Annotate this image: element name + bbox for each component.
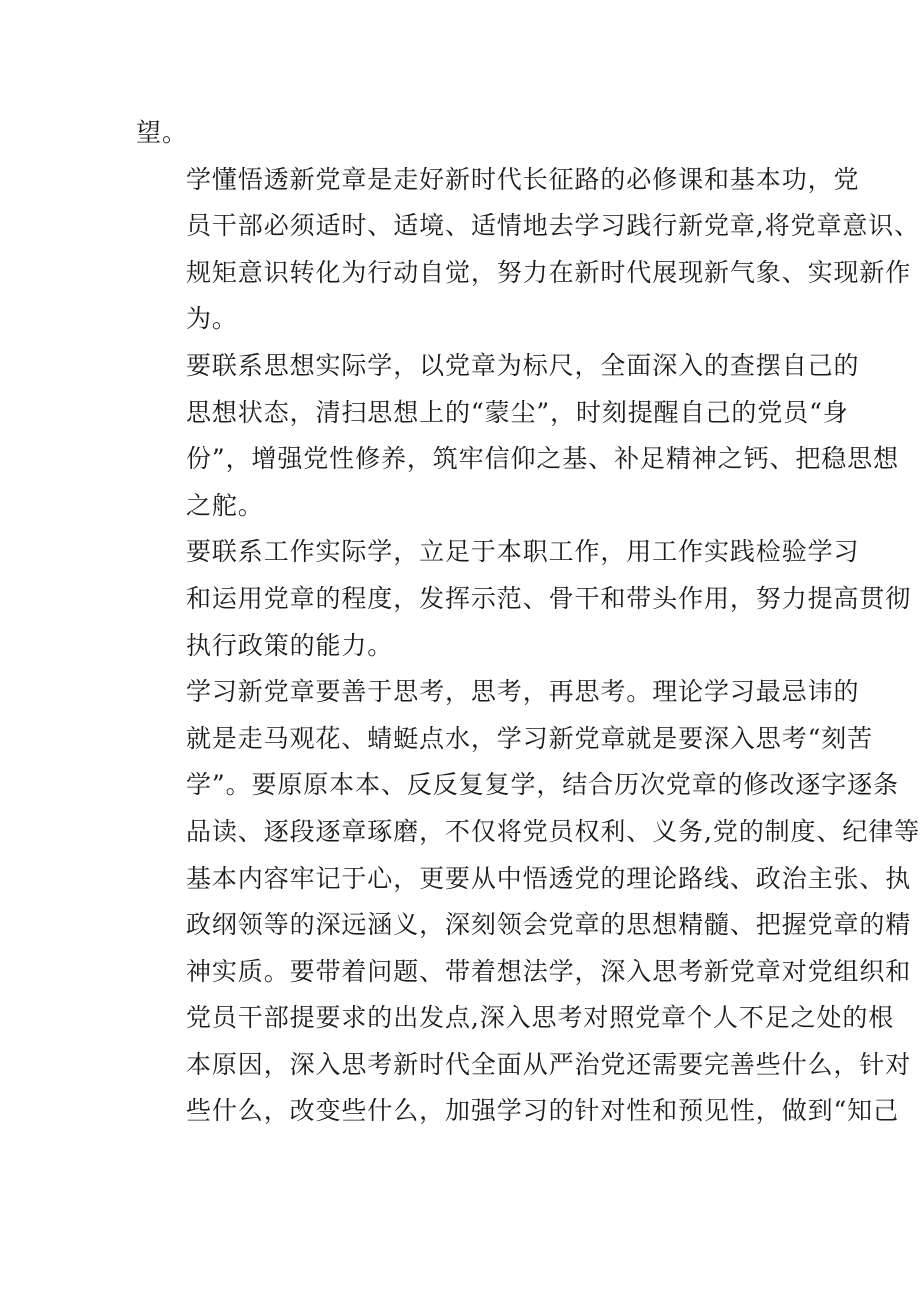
paragraph-ideological-practice	[136, 343, 899, 529]
text-line: 为。	[186, 304, 238, 334]
text-line: 本原因，深入思考新时代全面从严治党还需要完善些什么，针对	[186, 1049, 912, 1079]
text-line: 员干部必须适时、适境、适情地去学习践行新党章,将党章意识、	[186, 211, 920, 241]
text-line: 些什么，改变些什么，加强学习的针对性和预见性，做到“知己	[186, 1096, 899, 1126]
text-line: 要联系思想实际学，以党章为标尺，全面深入的查摆自己的	[186, 350, 860, 380]
text-line: 和运用党章的程度，发挥示范、骨干和带头作用，努力提高贯彻	[186, 583, 912, 613]
text-line: 就是走马观花、蜻蜓点水，学习新党章就是要深入思考“刻苦	[186, 723, 874, 753]
text-line: 学懂悟透新党章是走好新时代长征路的必修课和基本功，党	[186, 164, 860, 194]
text-line: 规矩意识转化为行动自觉，努力在新时代展现新气象、实现新作	[186, 257, 912, 287]
paragraph-work-practice	[136, 529, 912, 669]
text-line: 思想状态，清扫思想上的“蒙尘”，时刻提醒自己的党员“身	[186, 397, 849, 427]
text-line: 执行政策的能力。	[186, 630, 394, 660]
text-line: 品读、逐段逐章琢磨，不仅将党员权利、义务,党的制度、纪律等	[186, 816, 920, 846]
text-line: 神实质。要带着问题、带着想法学，深入思考新党章对党组织和	[186, 956, 912, 986]
text-line: 学”。要原原本本、反反复复学，结合历次党章的修改逐字逐条	[186, 770, 899, 800]
paragraph-study-new-charter	[136, 157, 920, 343]
text-line: 党员干部提要求的出发点,深入思考对照党章个人不足之处的根	[186, 1003, 895, 1033]
text-line: 政纲领等的深远涵义，深刻领会党章的思想精髓、把握党章的精	[186, 910, 912, 940]
text-line: 学习新党章要善于思考，思考，再思考。理论学习最忌讳的	[186, 677, 860, 707]
text-line: 基本内容牢记于心，更要从中悟透党的理论路线、政治主张、执	[186, 863, 912, 893]
text-line: 之舵。	[186, 490, 264, 520]
paragraph-continuation	[136, 110, 792, 157]
text-line: 份”，增强党性修养，筑牢信仰之基、补足精神之钙、把稳思想	[186, 444, 899, 474]
text-line: 要联系工作实际学，立足于本职工作，用工作实践检验学习	[186, 537, 860, 567]
paragraph-think-deeply	[136, 669, 920, 1135]
document-body	[136, 110, 920, 1135]
text-line: 望。	[136, 118, 188, 147]
